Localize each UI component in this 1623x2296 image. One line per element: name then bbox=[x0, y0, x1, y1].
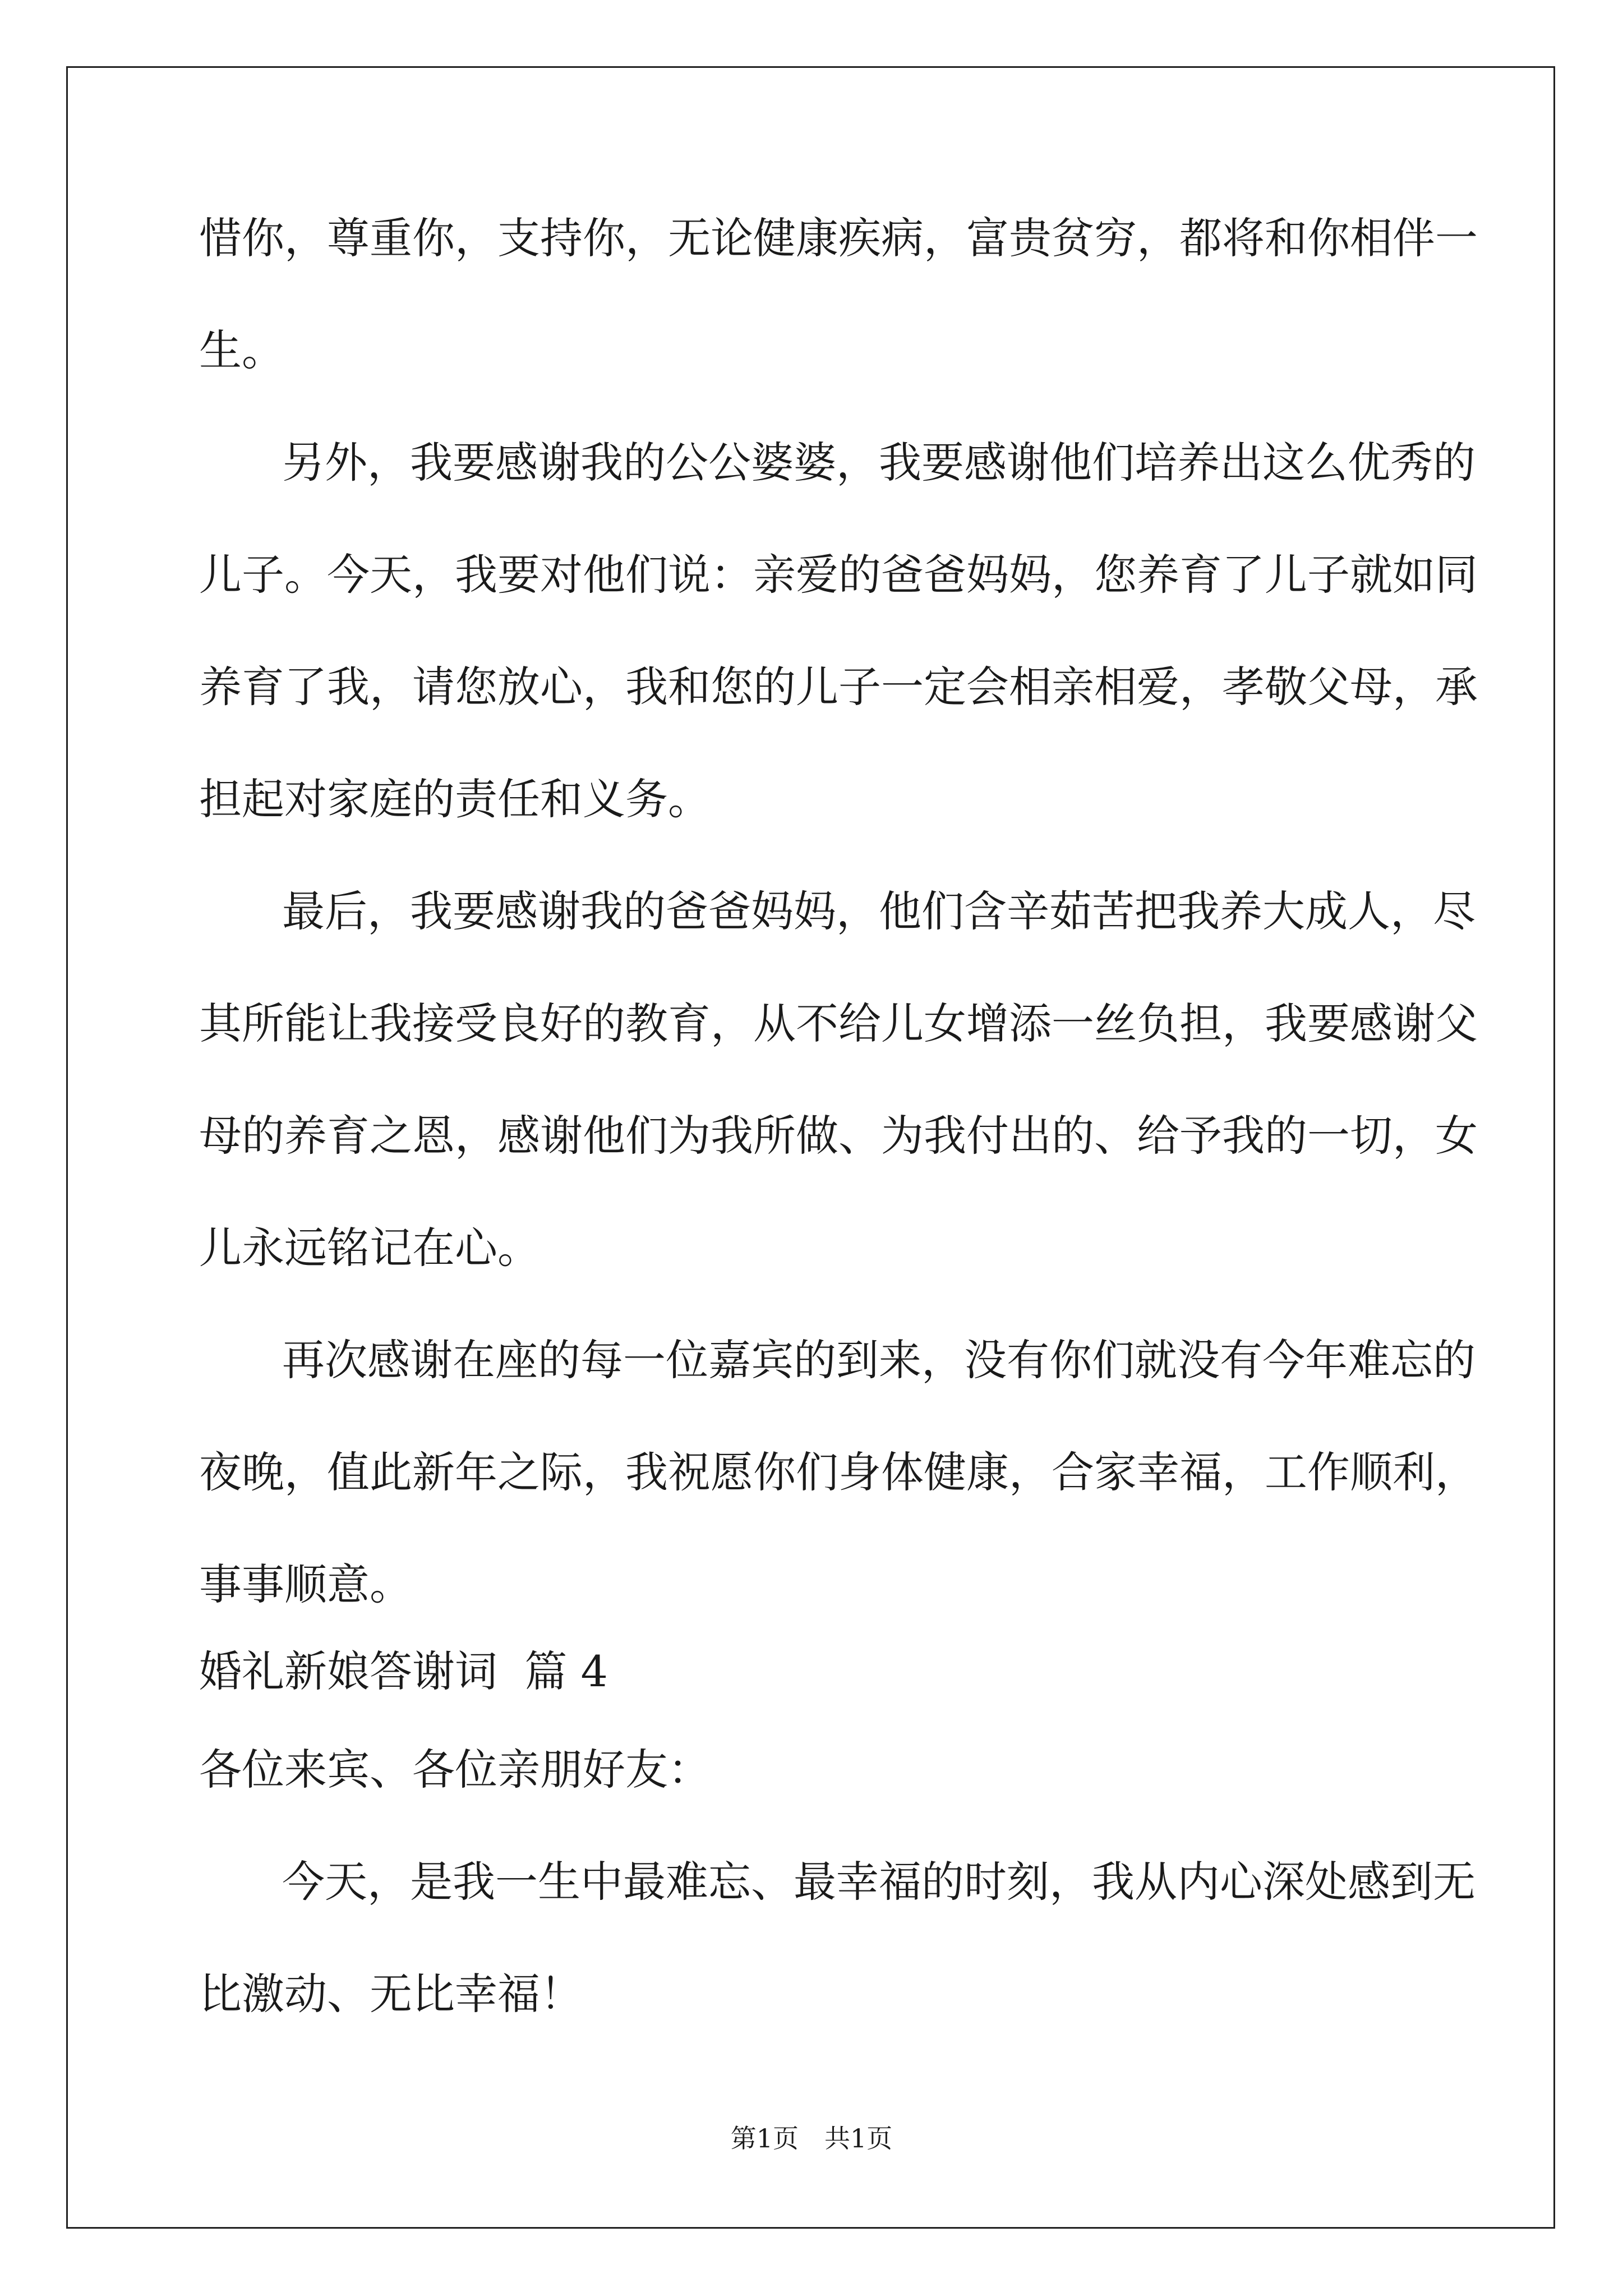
body-line: 儿永远铭记在心。 bbox=[199, 1223, 540, 1273]
page-footer bbox=[0, 2122, 1623, 2155]
body-line: 担起对家庭的责任和义务。 bbox=[199, 774, 711, 824]
body-line: 儿子。今天，我要对他们说：亲爱的爸爸妈妈，您养育了儿子就如同 bbox=[199, 550, 1478, 600]
page-total: 共1页 bbox=[824, 2123, 893, 2154]
section-heading: 婚礼新娘答谢词 篇 4 bbox=[199, 1646, 608, 1696]
paragraph-first-line: 今天，是我一生中最难忘、最幸福的时刻，我从内心深处感到无 bbox=[282, 1857, 1476, 1907]
body-line: 比激动、无比幸福！ bbox=[199, 1969, 583, 2019]
body-line: 事事顺意。 bbox=[199, 1559, 412, 1609]
body-line: 其所能让我接受良好的教育，从不给儿女增添一丝负担，我要感谢父 bbox=[199, 999, 1478, 1048]
page-number: 第1页 bbox=[730, 2123, 799, 2154]
body-line: 母的养育之恩，感谢他们为我所做、为我付出的、给予我的一切，女 bbox=[199, 1111, 1478, 1161]
salutation: 各位来宾、各位亲朋好友： bbox=[199, 1745, 711, 1795]
body-line: 夜晚，值此新年之际，我祝愿你们身体健康，合家幸福，工作顺利， bbox=[199, 1447, 1478, 1497]
body-line: 生。 bbox=[199, 325, 284, 375]
body-line: 惜你，尊重你，支持你，无论健康疾病，富贵贫穷，都将和你相伴一 bbox=[199, 213, 1478, 263]
paragraph-first-line: 最后，我要感谢我的爸爸妈妈，他们含辛茹苦把我养大成人，尽 bbox=[282, 886, 1476, 936]
paragraph-first-line: 再次感谢在座的每一位嘉宾的到来，没有你们就没有今年难忘的 bbox=[282, 1335, 1476, 1385]
paragraph-first-line: 另外，我要感谢我的公公婆婆，我要感谢他们培养出这么优秀的 bbox=[282, 438, 1476, 487]
body-line: 养育了我，请您放心，我和您的儿子一定会相亲相爱，孝敬父母，承 bbox=[199, 662, 1478, 712]
